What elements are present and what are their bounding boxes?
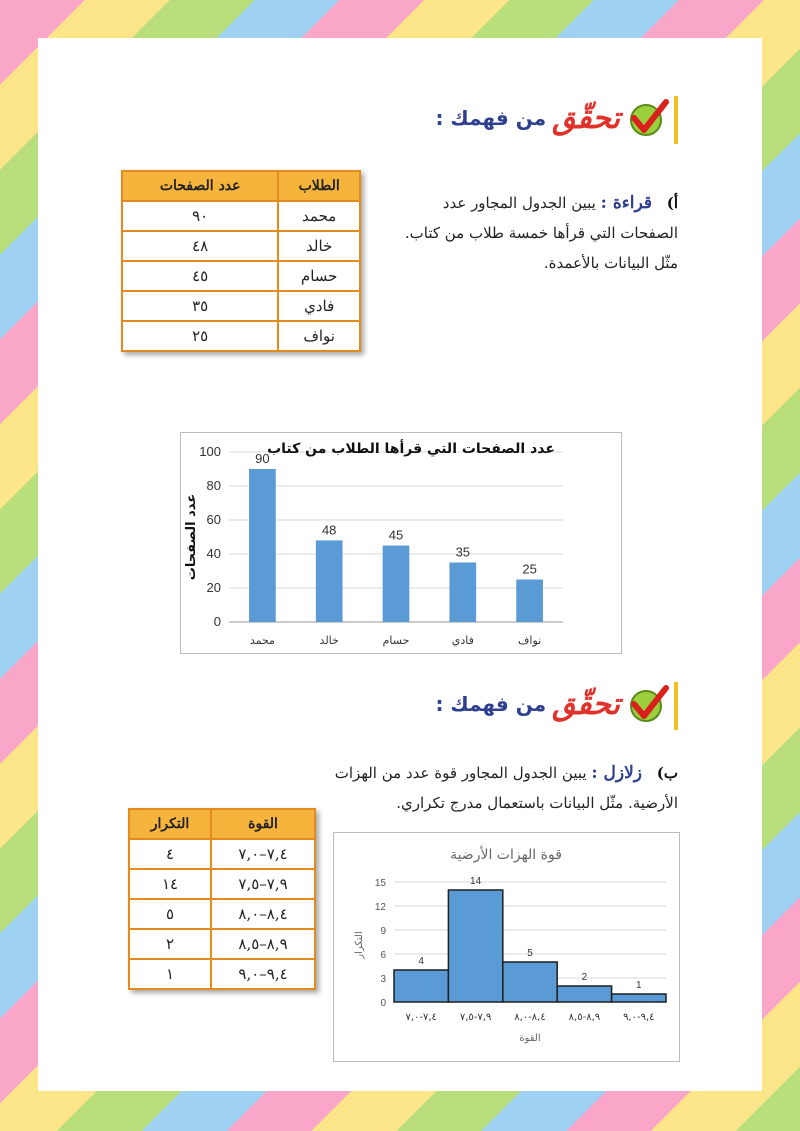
question-b-line-1 [258, 758, 678, 788]
header-title-main: تحقّق [552, 686, 620, 722]
y-tick-label: 12 [374, 902, 386, 913]
x-tick-label: خالد [319, 634, 339, 647]
bar [383, 546, 410, 623]
x-tick-label: حسام [382, 634, 410, 647]
table-cell: حسام [278, 261, 360, 291]
table-row [129, 929, 315, 959]
checkmark-icon [626, 682, 670, 726]
table-header: عدد الصفحات [122, 171, 278, 201]
table-row [129, 959, 315, 989]
x-tick-label: ٧,٤-٧,٠ [405, 1012, 437, 1023]
y-tick-label: 80 [206, 478, 221, 493]
y-tick-label: 0 [380, 998, 386, 1009]
table-cell: ٣٥ [122, 291, 278, 321]
table-cell: نواف [278, 321, 360, 351]
earthquake-histogram [333, 832, 680, 1062]
y-tick-label: 100 [199, 444, 221, 459]
question-letter: ب) [656, 764, 678, 782]
question-b [258, 758, 678, 818]
question-label: قراءة : [600, 193, 652, 213]
data-label: 45 [388, 527, 404, 543]
x-axis-label: القوة [519, 1033, 541, 1044]
table-row [122, 291, 360, 321]
table-cell: ٩٠ [122, 201, 278, 231]
table-cell: ٨,٤–٨,٠ [211, 899, 315, 929]
question-label: زلازل : [591, 763, 642, 783]
data-label: 1 [636, 980, 642, 991]
data-label: 5 [527, 948, 533, 959]
x-tick-label: ٩,٤-٩,٠ [623, 1012, 655, 1023]
header-accent-bar [674, 96, 678, 144]
bar [316, 540, 343, 622]
earthquake-histogram-svg [334, 833, 679, 1061]
bar [557, 986, 611, 1002]
data-label: 4 [418, 956, 424, 967]
header-accent-bar [674, 682, 678, 730]
pages-table [121, 170, 361, 352]
table-row [129, 899, 315, 929]
bar [612, 994, 666, 1002]
pages-bar-chart-svg [181, 433, 621, 653]
table-row [122, 201, 360, 231]
check-understanding-header-1 [435, 96, 670, 140]
table-cell: ٧,٤–٧,٠ [211, 839, 315, 869]
data-label: 35 [455, 544, 471, 560]
data-label: 90 [255, 451, 270, 466]
question-text: يبين الجدول المجاور قوة عدد من الهزات [334, 764, 587, 782]
earthquake-table [128, 808, 316, 990]
data-label: 2 [581, 972, 588, 983]
y-tick-label: 6 [380, 950, 386, 961]
chart-title: قوة الهزات الأرضية [450, 847, 562, 863]
table-cell: ٤ [129, 839, 211, 869]
bar [394, 970, 448, 1002]
y-axis-label: عدد الصفحات [184, 493, 199, 581]
data-label: 25 [522, 561, 537, 577]
table-cell: ٤٨ [122, 231, 278, 261]
check-understanding-header-2 [435, 682, 670, 726]
chart-title: عدد الصفحات التي قرأها الطلاب من كتاب [267, 441, 555, 457]
table-cell: ١ [129, 959, 211, 989]
y-axis-label: التكرار [354, 931, 365, 959]
table-header-row [122, 171, 360, 201]
table-header: التكرار [129, 809, 211, 839]
bar [449, 563, 476, 623]
y-tick-label: 15 [374, 878, 386, 889]
table-cell: ٥ [129, 899, 211, 929]
table-row [122, 231, 360, 261]
table-cell: ٢٥ [122, 321, 278, 351]
header-title-main: تحقّق [552, 100, 620, 136]
data-label: 14 [470, 876, 482, 887]
question-letter: أ) [666, 194, 678, 212]
table-cell: ٨,٩–٨,٥ [211, 929, 315, 959]
bar [249, 469, 276, 622]
question-text: يبين الجدول المجاور عدد [442, 194, 596, 212]
x-tick-label: ٨,٤-٨,٠ [514, 1012, 546, 1023]
y-tick-label: 20 [206, 580, 221, 595]
question-a-line-2: الصفحات التي قرأها خمسة طلاب من كتاب. [404, 224, 678, 242]
x-tick-label: نواف [517, 634, 542, 647]
table-cell: خالد [278, 231, 360, 261]
data-label: 48 [321, 522, 337, 538]
table-cell: محمد [278, 201, 360, 231]
x-tick-label: محمد [249, 634, 275, 647]
table-header: الطلاب [278, 171, 360, 201]
pages-bar-chart [180, 432, 622, 654]
y-tick-label: 60 [206, 512, 221, 527]
question-b-line-2: الأرضية. مثّل البيانات باستعمال مدرج تكراري. [396, 794, 678, 812]
table-cell: ٢ [129, 929, 211, 959]
question-a-line-1 [358, 188, 678, 218]
checkmark-icon [626, 96, 670, 140]
question-a-line-3: مثّل البيانات بالأعمدة. [543, 254, 678, 272]
table-cell: ١٤ [129, 869, 211, 899]
table-cell: ٩,٤–٩,٠ [211, 959, 315, 989]
table-cell: ٧,٩–٧,٥ [211, 869, 315, 899]
bar [448, 890, 502, 1002]
table-header-row [129, 809, 315, 839]
y-tick-label: 40 [206, 546, 221, 561]
x-tick-label: فادي [451, 634, 474, 647]
y-tick-label: 0 [213, 614, 221, 629]
header-title-sub: من فهمك : [435, 692, 547, 716]
table-header: القوة [211, 809, 315, 839]
table-row [129, 869, 315, 899]
bar [516, 580, 543, 623]
header-title-sub: من فهمك : [435, 106, 547, 130]
bar [503, 962, 557, 1002]
x-tick-label: ٧,٩-٧,٥ [459, 1012, 492, 1023]
table-row [122, 321, 360, 351]
y-tick-label: 9 [380, 926, 386, 937]
question-a [358, 188, 678, 278]
table-row [122, 261, 360, 291]
x-tick-label: ٨,٩-٨,٥ [568, 1012, 601, 1023]
table-cell: ٤٥ [122, 261, 278, 291]
table-cell: فادي [278, 291, 360, 321]
y-tick-label: 3 [380, 974, 386, 985]
table-row [129, 839, 315, 869]
